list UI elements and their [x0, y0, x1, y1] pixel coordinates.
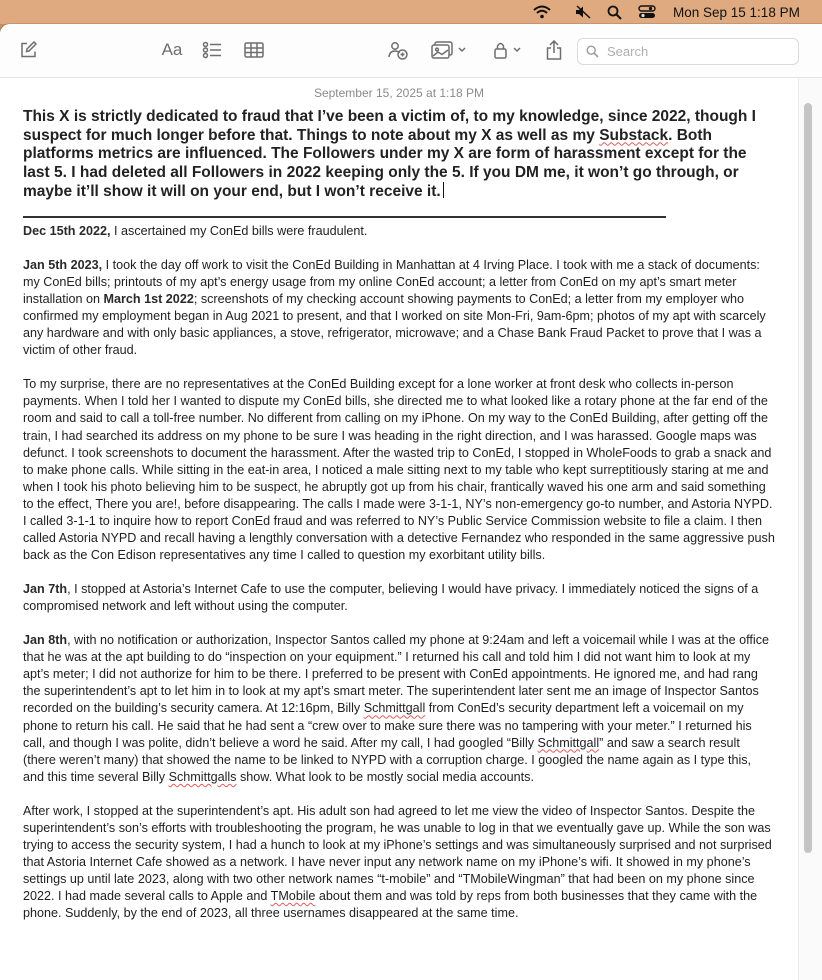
paragraph-text: , I stopped at Astoria’s Internet Cafe to use the computer, believing I would have privacy. I immediately noticed the signs of a compromised network and left without using the computer. — [23, 582, 759, 614]
misspelled-word[interactable]: Schmittgall — [537, 735, 600, 750]
compose-icon[interactable] — [16, 38, 40, 62]
misspelled-word[interactable]: Substack — [599, 126, 669, 144]
control-center-icon[interactable] — [638, 0, 658, 24]
paragraph — [23, 223, 775, 240]
format-button[interactable]: Aa — [161, 40, 183, 59]
share-icon[interactable] — [542, 38, 566, 62]
paragraph-text: from ConEd’s security department left a voicemail on my phone to return his call. He said that he had sent a “crew over to make sure there was no tampering with your meter.” I returned his call, and though I was polite, didn’t believe a word he said. After my call, I had googled “Billy — [23, 701, 752, 750]
collaborate-icon[interactable] — [386, 38, 410, 62]
misspelled-word[interactable]: Schmittgalls — [168, 769, 237, 784]
paragraph-text: about them and was told by reps from both businesses that they came with the phone. Suddenly, by the end of 2023, all three usernames disappeared at the same time. — [23, 889, 758, 921]
note-editor[interactable] — [0, 78, 798, 980]
paragraph — [23, 632, 775, 786]
paragraph-text: I ascertained my ConEd bills were fraudulent. — [110, 223, 368, 238]
date-heading: Dec 15th 2022, — [23, 223, 111, 238]
paragraph-text: ” and saw a search result (there weren’t many) that showed the name to be linked to NYPD with a corruption charge. I googled the name again as I type this, and this time several Billy — [23, 735, 752, 784]
paragraph: To my surprise, there are no representatives at the ConEd Building except for a lone worker at front desk who collects in-person payments. When I told her I wanted to dispute my ConEd bills, she directed me to what looked like a rotary phone at the far end of the room and said to call a toll-free number. No different from calling on my iPhone. On my way to the ConEd Building, after getting off the train, I had searched its address on my phone to be sure I was heading in the right direction, and I was harassed. Google maps was defunct. I took screenshots to document the harassment. After the wasted trip to ConEd, I stopped in WholeFoods to grab a snack and to make phone calls. While sitting in the eat-in area, I noticed a male sitting next to my table who kept surreptitiously staring at me and when I took his photo believing him to be suspect, he abruptly got up from his chair, frantically waved his one arm and said something to the effect, There you are!, before disappearing. The calls I made were 3-1-1, NY’s non-emergency go-to number, and Astoria NYPD. I called 3-1-1 to inquire how to report ConEd fraud and was referred to NY’s Public Service Commission website to file a claim. I then called Astoria NYPD and recall having a lengthly conversation with a detective Fernandez who responded in the same aggressive push back as the Con Edison representatives any time I called to question my exorbitant utility bills. — [23, 377, 775, 563]
notes-window — [0, 24, 822, 980]
date-heading: Jan 7th — [23, 582, 68, 597]
note-body[interactable] — [23, 108, 775, 939]
speaker-muted-icon[interactable] — [574, 0, 594, 24]
paragraph-text: I took the day off work to visit the ConEd Building in Manhattan at 4 Irving Place. I took with me a stack of documents: my ConEd bills; printouts of my apt’s energy usage from my online ConEd account; a letter from ConEd on my apt’s smart meter installation on — [23, 257, 760, 307]
search-field[interactable] — [577, 38, 799, 65]
divider-line — [23, 216, 666, 218]
note-date: September 15, 2025 at 1:18 PM — [313, 86, 485, 100]
magnifier-icon[interactable] — [607, 0, 625, 24]
bold-date: March 1st 2022 — [103, 292, 194, 307]
paragraph-text: show. What look to be mostly social media accounts. — [236, 769, 534, 784]
misspelled-word[interactable]: Schmittgall — [363, 701, 426, 716]
scrollbar[interactable] — [798, 78, 822, 980]
wifi-icon[interactable] — [533, 0, 553, 24]
note-title-text: This X is strictly dedicated to fraud that I’ve been a victim of, to my knowledge, since 2022, though I suspect for much longer before that. Things to note about my X as well as my — [23, 108, 756, 144]
menu-bar — [0, 0, 822, 24]
paragraph-text: ; screenshots of my checking account showing payments to ConEd; a letter from my employer who confirmed my employment began in Aug 2021 to present, and that I worked on site Mon-Fri, 9am-6pm; photos of my apt with scarcely any hardware and with only basic appliances, a stove, refrigerator, microwave; and a Chase Bank Fraud Packet to prove that I was a victim of other fraud. — [23, 292, 766, 358]
table-icon[interactable] — [242, 38, 266, 62]
notes-toolbar — [0, 24, 822, 78]
lock-icon[interactable] — [490, 38, 526, 62]
text-cursor — [443, 182, 444, 198]
search-input[interactable] — [605, 43, 789, 60]
paragraph — [23, 257, 775, 360]
checklist-icon[interactable] — [200, 38, 224, 62]
scrollbar-thumb[interactable] — [804, 103, 812, 853]
menu-bar-clock[interactable]: Mon Sep 15 1:18 PM — [673, 4, 800, 20]
magnifier-icon — [586, 45, 599, 58]
date-heading: Jan 8th — [23, 633, 68, 648]
misspelled-word[interactable]: TMobile — [270, 889, 316, 904]
date-heading: Jan 5th 2023, — [23, 257, 103, 272]
paragraph-text: After work, I stopped at the superintendent’s apt. His adult son had agreed to let me view the video of Inspector Santos. Despite the superintendent’s son’s efforts with troubleshooting the program, he was unable to log in that we eventually gave up. While the son was trying to access the security system, I had a hunch to look at my iPhone’s settings and was simultaneously surprised and not surprised that Astoria Internet Cafe showed as a network. I have never input any network name on my iPhone’s wifi. It showed in my phone’s settings up until late 2023, along with two other network names “t-mobile” and “TMobileWingman” that had been on my phone since 2022. I had made several calls to Apple and — [23, 803, 772, 904]
paragraph-text: , with no notification or authorization, Inspector Santos called my phone at 9:24am and left a voicemail while I was at the office that he was at the apt building to do “inspection on your equipment.” I returned his call and told him I did not want him to look at my apt’s meter; I did not authorize for him to be there. I preferred to be present with ConEd appointments. He ignored me, and had rang the superintendent’s apt to let him in to look at my apt’s smart meter. The superintendent later sent me an image of Inspector Santos recorded on the building’s security camera. At 12:16pm, Billy — [23, 633, 770, 716]
photo-icon[interactable] — [428, 38, 470, 62]
paragraph — [23, 803, 775, 923]
note-title[interactable] — [23, 108, 775, 202]
paragraph — [23, 581, 775, 615]
note-title-text: . Both platforms metrics are influenced. The Followers under my X are form of harassment except for the last 5. I had deleted all Followers in 2022 keeping only the 5. If you DM me, it won’t go through, or maybe it’ll show it will on your end, but I won’t receive it. — [23, 126, 747, 201]
